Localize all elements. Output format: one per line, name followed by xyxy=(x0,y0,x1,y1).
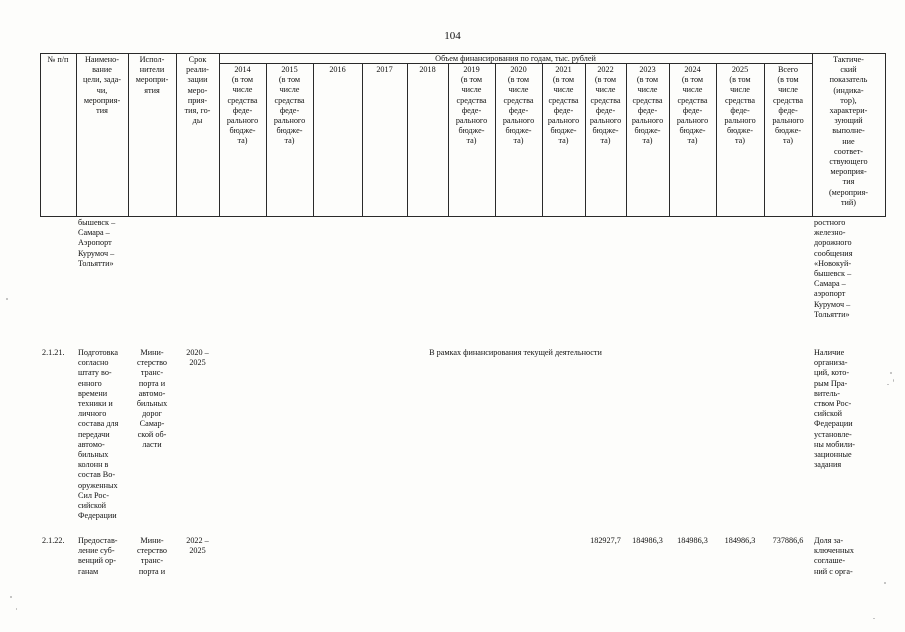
row-2-1-21-term: 2020 – 2025 xyxy=(186,348,209,368)
header-year-2025: 2025 (в том числе средства феде- рального бюдже- та) xyxy=(724,65,756,146)
row-continued-name: бышевск – Самара – Аэропорт Курумоч – Тольятти» xyxy=(78,218,116,268)
row-2-1-21-executors: Мини- стерство транс- порта и автомо- бильных дорог Самар- ской об- ласти xyxy=(136,348,168,449)
row-2-1-21-funding-note: В рамках финансирования текущей деятельности xyxy=(429,348,602,357)
header-term: Срок реали- зации меро- прия- тия, го- ды xyxy=(184,55,211,126)
row-2-1-22-value-2025: 184986,3 xyxy=(724,536,756,545)
header-name: Наимено- вание цели, зада- чи, мероприя- тия xyxy=(83,55,121,116)
header-year-2014: 2014 (в том числе средства феде- рального бюдже- та) xyxy=(226,65,259,146)
header-year-2023: 2023 (в том числе средства феде- рального бюдже- та) xyxy=(631,65,664,146)
row-continued-indicator: ростного железно- дорожного сообщения «Новокуй- бышевск – Самара – аэропорт Курумоч – Тольятти» xyxy=(814,218,853,319)
header-executors: Испол- нители меропри- ятия xyxy=(135,55,169,95)
row-2-1-22-value-2024: 184986,3 xyxy=(677,536,708,545)
row-2-1-22-executors: Мини- стерство транс- порта и xyxy=(136,536,168,576)
row-2-1-22-num: 2.1.22. xyxy=(42,536,65,545)
header-num: № п/п xyxy=(47,55,69,64)
header-year-2018: 2018 xyxy=(419,65,436,74)
header-year-2024: 2024 (в том числе средства феде- рального бюдже- та) xyxy=(676,65,709,146)
page-number: 104 xyxy=(444,30,461,42)
row-2-1-22-value-total: 737886,6 xyxy=(772,536,804,545)
header-funding: Объем финансирования по годам, тыс. рублей xyxy=(435,54,596,63)
row-2-1-22-value-2023: 184986,3 xyxy=(632,536,663,545)
row-2-1-22-name: Предостав- ление суб- венций ор- ганам xyxy=(78,536,118,576)
header-total: Всего (в том числе средства феде- рального бюдже- та) xyxy=(772,65,804,146)
header-year-2015: 2015 (в том числе средства феде- рального бюдже- та) xyxy=(273,65,306,146)
header-indicator: Тактиче- ский показатель (индика- тор), характери- зующий выполне- ние соответ- ствующего мероприя- тия (мероприя- тий) xyxy=(828,55,869,207)
row-2-1-21-name: Подготовка согласно штату во- енного времени техники и личного состава для передачи автомо- бильных колонн в состав Во- оруженных Сил Рос- сийской Федерации xyxy=(78,348,119,521)
row-2-1-21-indicator: Наличие организа- ций, кото- рым Пра- витель- ством Рос- сийской Федерации установле- ны мобили- зационные задания xyxy=(814,348,855,470)
header-year-2016: 2016 xyxy=(329,65,346,74)
header-year-2019: 2019 (в том числе средства феде- рального бюдже- та) xyxy=(455,65,488,146)
row-2-1-22-term: 2022 – 2025 xyxy=(186,536,209,556)
header-year-2017: 2017 xyxy=(376,65,393,74)
header-year-2022: 2022 (в том числе средства феде- рального бюдже- та) xyxy=(589,65,622,146)
row-2-1-22-value-2022: 182927,7 xyxy=(590,536,621,545)
header-year-2020: 2020 (в том числе средства феде- рального бюдже- та) xyxy=(502,65,535,146)
row-2-1-21-num: 2.1.21. xyxy=(42,348,65,357)
row-2-1-22-indicator: Доля за- ключенных соглаше- ний с орга- xyxy=(814,536,854,576)
header-year-2021: 2021 (в том числе средства феде- рального бюдже- та) xyxy=(547,65,580,146)
